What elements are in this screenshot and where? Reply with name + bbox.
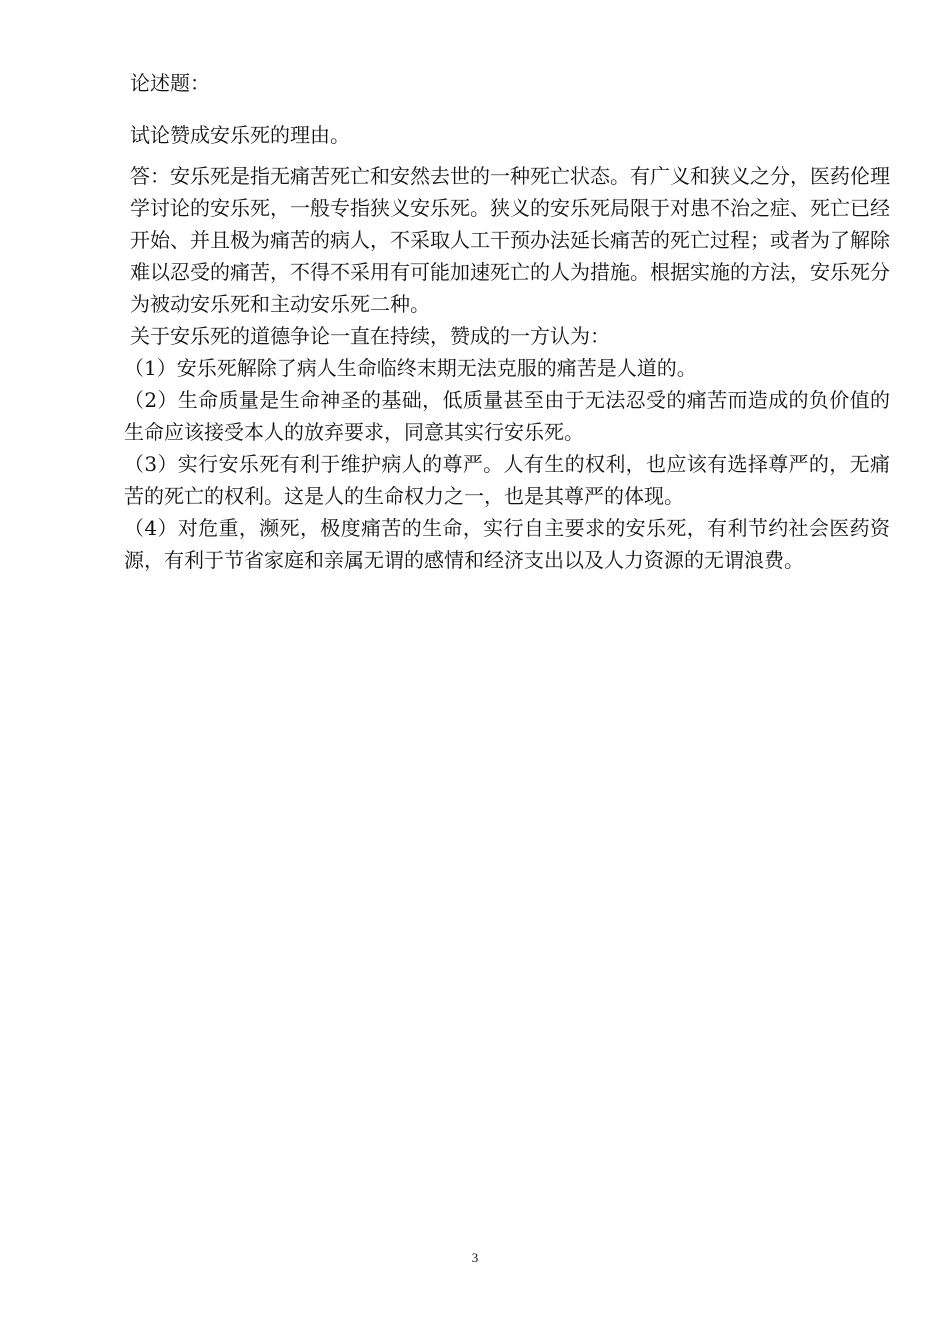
- argument-point-1: （1）安乐死解除了病人生命临终末期无法克服的痛苦是人道的。: [124, 356, 697, 380]
- argument-point-2: （2）生命质量是生命神圣的基础，低质量甚至由于无法忍受的痛苦而造成的负价值的生命应该接受本人的放弃要求，同意其实行安乐死。: [124, 388, 890, 444]
- document-content: [124, 66, 890, 576]
- argument-point-4: （4）对危重，濒死，极度痛苦的生命，实行自主要求的安乐死，有利节约社会医药资源，有利于节省家庭和亲属无谓的感情和经济支出以及人力资源的无谓浪费。: [124, 516, 890, 572]
- argument-point-3: （3）实行安乐死有利于维护病人的尊严。人有生的权利，也应该有选择尊严的，无痛苦的死亡的权利。这是人的生命权力之一，也是其尊严的体现。: [124, 452, 890, 508]
- section-heading: 论述题：: [130, 71, 210, 95]
- question-text: 试论赞成安乐死的理由。: [130, 123, 350, 147]
- answer-paragraph: 答：安乐死是指无痛苦死亡和安然去世的一种死亡状态。有广义和狭义之分，医药伦理学讨论的安乐死，一般专指狭义安乐死。狭义的安乐死局限于对患不治之症、死亡已经开始、并且极为痛苦的病人，不采取人工干预办法延长痛苦的死亡过程；或者为了解除难以忍受的痛苦，不得不采用有可能加速死亡的人为措施。根据实施的方法，安乐死分为被动安乐死和主动安乐死二种。: [130, 164, 890, 316]
- page-number: 3: [471, 1250, 479, 1265]
- supporting-arguments-intro: 关于安乐死的道德争论一直在持续，赞成的一方认为：: [130, 324, 610, 348]
